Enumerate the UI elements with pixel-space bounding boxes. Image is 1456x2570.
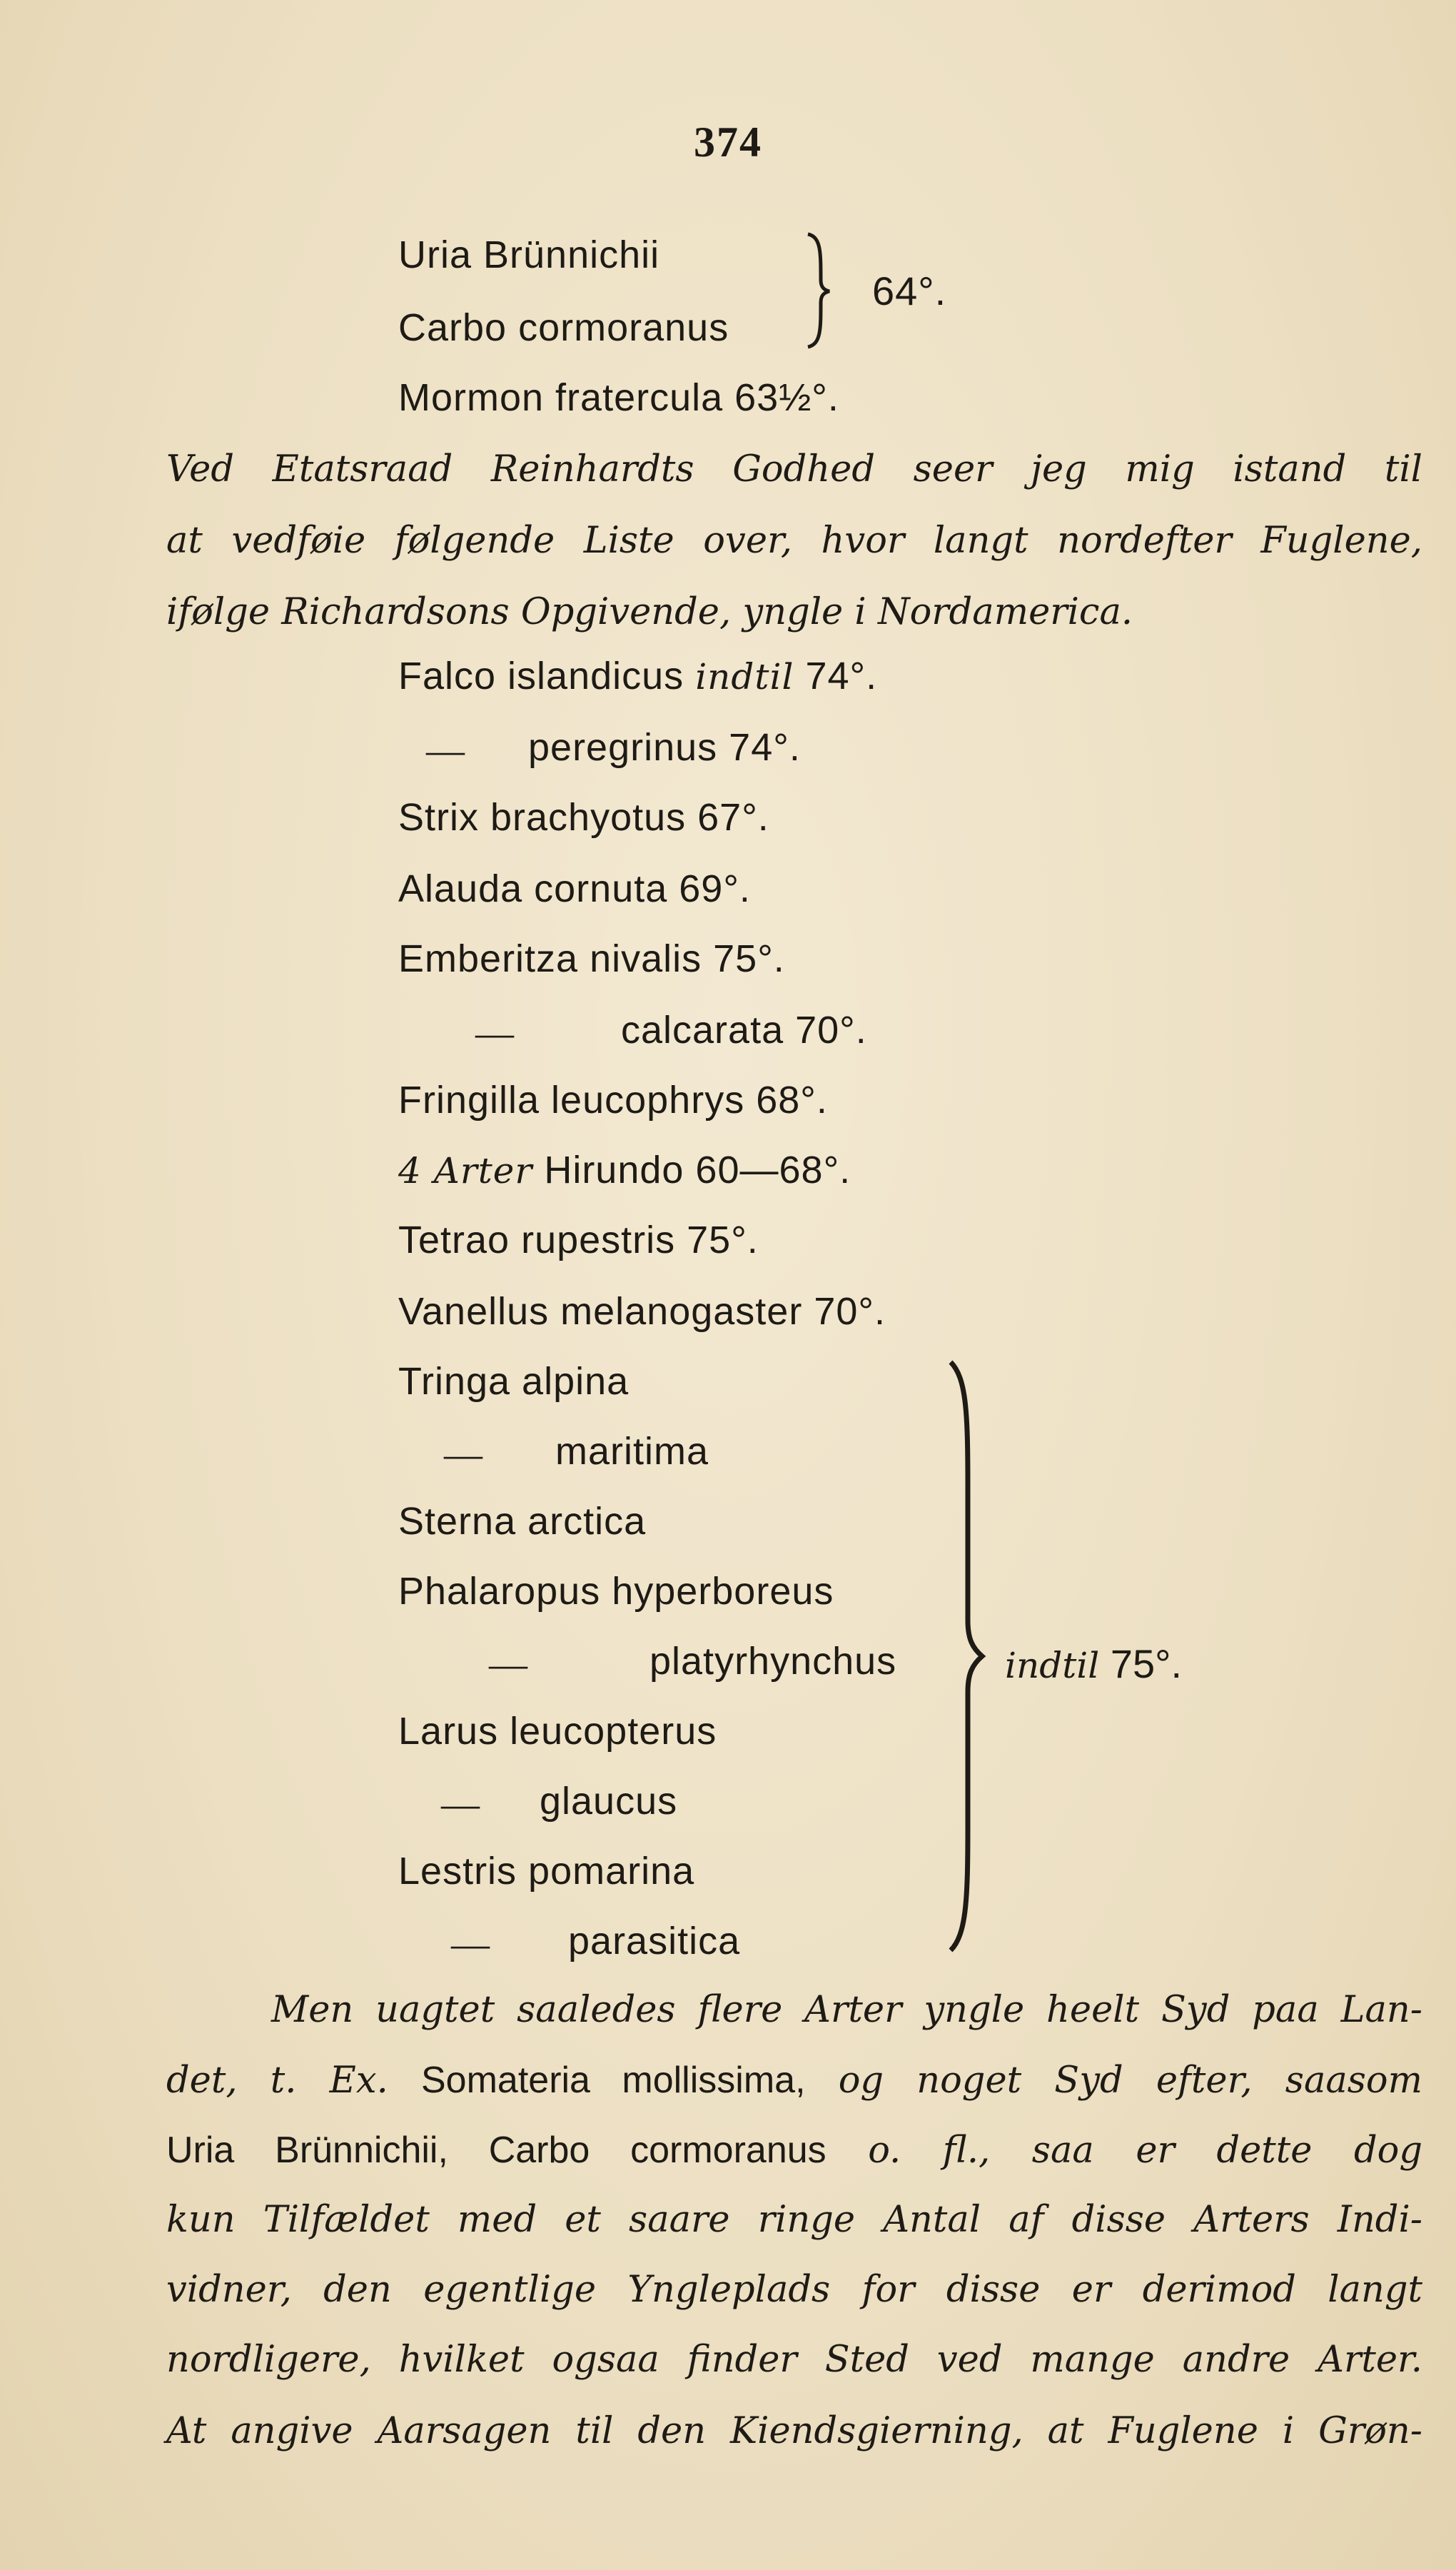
closing-line-1: Men uagtet saaledes flere Arter yngle heelt Syd paa Lan-: [271, 1989, 1422, 2031]
closing-line-2: [166, 2060, 1422, 2102]
vanellus: Vanellus melanogaster 70°.: [398, 1290, 886, 1333]
intro-line-3: ifølge Richardsons Opgivende, yngle i Nordamerica.: [166, 591, 1133, 633]
group1-latitude: 64°.: [872, 268, 947, 313]
sterna: Sterna arctica: [398, 1500, 647, 1543]
falco-line: [398, 657, 877, 695]
hirundo: Hirundo 60—68°.: [544, 1149, 851, 1191]
species-mormon: Mormon fratercula 63½°.: [398, 376, 839, 419]
group2-note-word: indtil: [1005, 1645, 1100, 1686]
closing-l3b: o. fl., saa er dette dog: [868, 2130, 1422, 2172]
hirundo-prefix: 4 Arter: [398, 1150, 533, 1191]
group2-note: [1005, 1641, 1182, 1687]
closing-l2c: og noget Syd efter, saasom: [838, 2060, 1422, 2102]
closing-l3a: Uria Brünnichii, Carbo cormoranus: [166, 2130, 826, 2171]
page-number: 374: [694, 119, 762, 166]
large-brace-icon: [942, 1356, 992, 1956]
intro-line-2: at vedføie følgende Liste over, hvor langt nordefter Fuglene,: [166, 520, 1422, 562]
tetrao: Tetrao rupestris 75°.: [398, 1219, 759, 1261]
group2-note-deg: 75°.: [1110, 1641, 1183, 1686]
parasitica: parasitica: [568, 1920, 741, 1962]
hirundo-line: [398, 1151, 851, 1189]
dash-peregrinus: —: [426, 729, 465, 772]
closing-line-5: vidner, den egentlige Yngleplads for disse er derimod langt: [166, 2269, 1422, 2311]
brace-icon: [799, 230, 842, 351]
glaucus: glaucus: [540, 1780, 678, 1823]
calcarata: calcarata 70°.: [621, 1009, 867, 1052]
platyrhynchus: platyrhynchus: [649, 1640, 897, 1683]
species-uria: Uria Brünnichii: [398, 233, 660, 276]
alauda: Alauda cornuta 69°.: [398, 867, 751, 910]
closing-l2b: Somateria mollissima,: [420, 2060, 806, 2101]
fringilla: Fringilla leucophrys 68°.: [398, 1079, 828, 1122]
species-carbo: Carbo cormoranus: [398, 306, 729, 349]
dash-parasitica: —: [451, 1923, 490, 1965]
emberitza: Emberitza nivalis 75°.: [398, 937, 785, 980]
intro-line-1: Ved Etatsraad Reinhardts Godhed seer jeg mig istand til: [166, 448, 1422, 490]
dash-platyrhynchus: —: [489, 1643, 527, 1685]
falco-name: Falco islandicus: [398, 655, 684, 697]
dash-glaucus: —: [441, 1783, 480, 1825]
closing-l2a: det, t. Ex.: [166, 2060, 388, 2102]
falco-word: indtil: [695, 656, 794, 697]
larus: Larus leucopterus: [398, 1710, 717, 1753]
strix: Strix brachyotus 67°.: [398, 796, 769, 839]
tringa: Tringa alpina: [398, 1360, 630, 1403]
falco-deg: 74°.: [805, 655, 878, 697]
closing-line-6: nordligere, hvilket ogsaa finder Sted ved mange andre Arter.: [166, 2339, 1422, 2381]
dash-maritima: —: [444, 1433, 482, 1476]
maritima: maritima: [555, 1430, 709, 1473]
peregrinus: peregrinus 74°.: [528, 726, 801, 769]
dash-calcarata: —: [475, 1012, 514, 1054]
closing-line-4: kun Tilfældet med et saare ringe Antal af disse Arters Indi-: [166, 2199, 1422, 2241]
lestris: Lestris pomarina: [398, 1850, 695, 1893]
closing-line-7: At angive Aarsagen til den Kiendsgierning, at Fuglene i Grøn-: [166, 2410, 1422, 2452]
phalaropus: Phalaropus hyperboreus: [398, 1570, 834, 1613]
closing-line-3: [166, 2130, 1422, 2172]
